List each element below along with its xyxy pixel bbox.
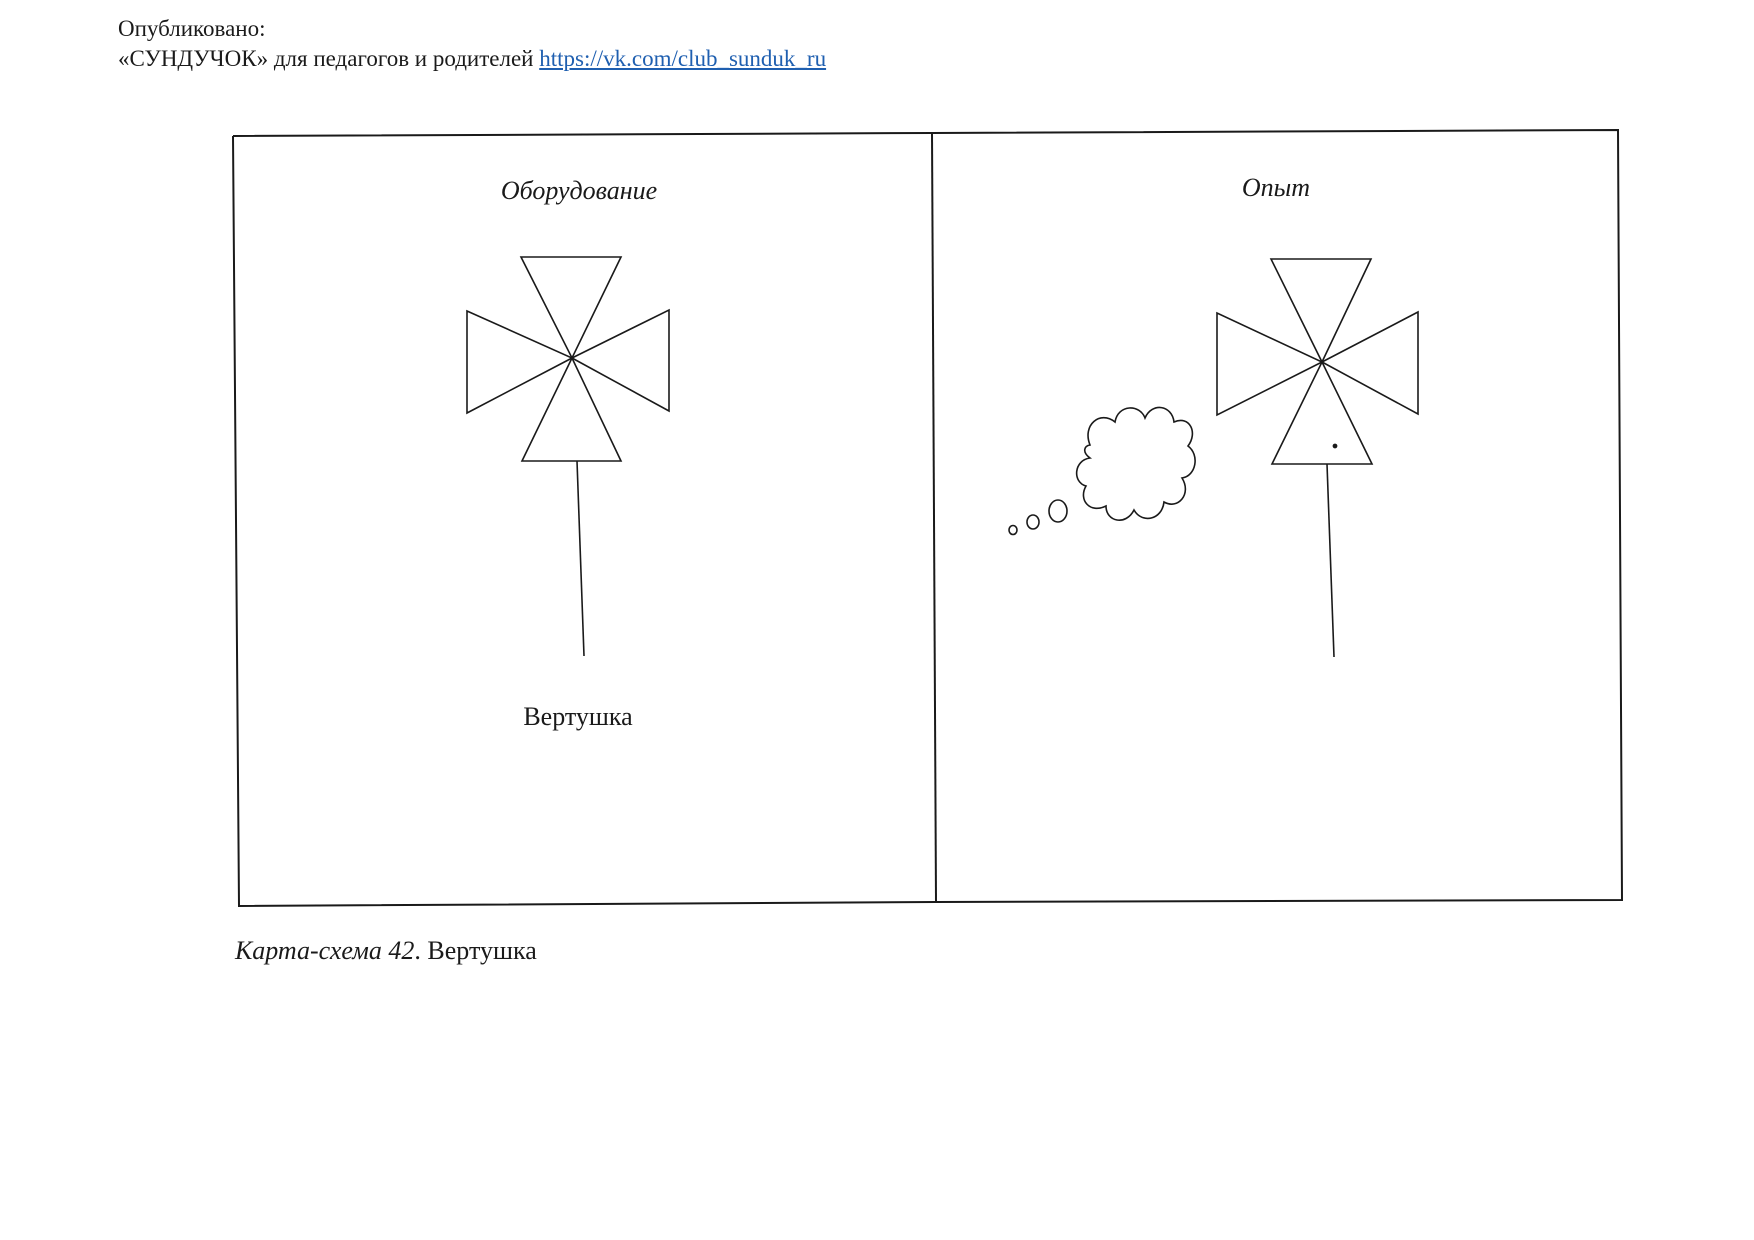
published-label: Опубликовано:	[118, 16, 266, 41]
caption-title: . Вертушка	[414, 936, 537, 965]
pinwheel-icon	[1217, 259, 1418, 657]
panel-title-equipment: Оборудование	[500, 176, 658, 205]
figure-caption	[235, 936, 537, 966]
scheme-frame	[233, 130, 1622, 906]
source-link[interactable]: https://vk.com/club_sunduk_ru	[539, 46, 827, 71]
pinwheel-icon	[467, 257, 669, 656]
source-text: «СУНДУЧОК» для педагогов и родителей	[118, 46, 534, 71]
caption-figure-number: Карта-схема 42	[235, 936, 415, 965]
panel-label-pinwheel: Вертушка	[523, 702, 633, 731]
panel-title-experiment: Опыт	[1241, 173, 1311, 202]
thought-cloud-icon	[1009, 407, 1195, 534]
